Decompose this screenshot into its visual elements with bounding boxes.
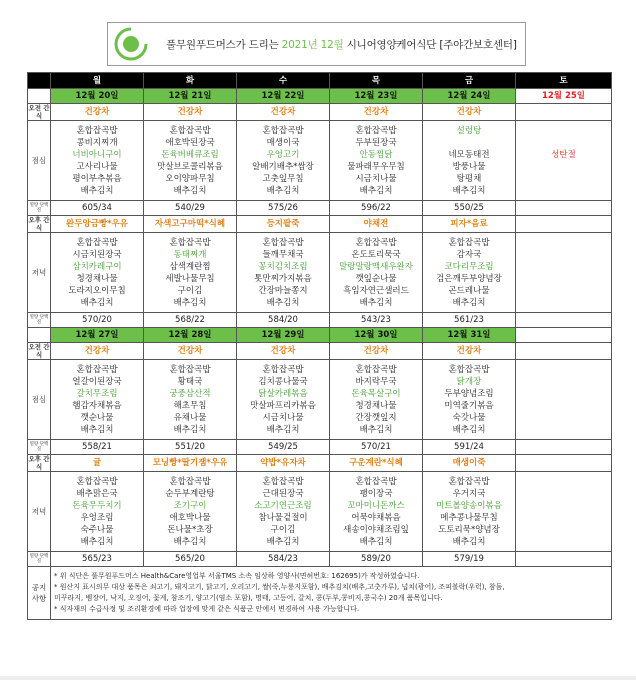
menu-item [516,161,611,173]
menu-item [516,424,611,436]
kcal-cell [516,313,612,328]
menu-item: 메추콩나물무침 [440,513,498,523]
menu-item: 방풍나물 [452,162,486,172]
notes-cell [51,567,612,620]
date-cell: 12월 21일 [144,89,237,104]
menu-item: 혼합잡곡밥 [262,477,304,487]
dinner-kcal-label: 열량 단백질 [28,552,51,567]
menu-item: 애호박된장국 [165,138,215,148]
menu-item: 닭살카레볶음 [258,389,308,399]
menu-item [516,400,611,412]
menu-item: 매생이국 [266,138,300,148]
am-snack-row [28,104,612,121]
menu-item: 안동찜닭 [359,150,393,160]
dinner-cell [237,233,330,313]
menu-item: 탕평채 [456,174,482,184]
menu-item [516,297,611,309]
menu-item: 우거지국 [452,489,486,499]
menu-item: 구이김 [177,286,203,296]
menu-item: 배추김치 [359,186,393,196]
menu-item: 혼합잡곡밥 [262,365,304,375]
date-cell [516,328,612,343]
kcal-cell: 565/23 [51,552,144,567]
day-header: 토 [516,73,612,89]
menu-item [516,524,611,536]
menu-item: 돈나물*초장 [167,525,213,535]
note-line: * 원산지 표시의무 대상 품목은 쇠고기, 돼지고기, 닭고기, 오리고기, 쌀(죽,누룽지포함), 배추김치(배추,고춧가루), 넙치(광어), 조피볼락(우럭), 참돔, [54,583,505,591]
kcal-cell: 551/20 [144,440,237,455]
kcal-cell: 596/22 [330,201,423,216]
day-header-row [28,73,612,89]
menu-item: 혼합잡곡밥 [355,365,397,375]
menu-item: 고사리나물 [76,162,118,172]
menu-item: 햄감자채볶음 [72,401,122,411]
menu-item [516,273,611,285]
menu-item: 유채나물 [173,413,207,423]
menu-item: 깻순나물 [80,413,114,423]
menu-item: 혼합잡곡밥 [355,477,397,487]
pm-snack-row [28,455,612,472]
pm-snack-cell [516,216,612,233]
menu-item: 시금치나물 [355,174,397,184]
menu-item [516,388,611,400]
pm-snack-cell: 완두앙금빵*우유 [51,216,144,233]
am-snack-cell: 건강차 [423,104,516,121]
title-box [107,22,526,66]
menu-item [516,261,611,273]
menu-item: 혼합잡곡밥 [169,126,211,136]
menu-item: 배추김치 [266,186,300,196]
menu-item: 배추김치 [452,537,486,547]
dinner-row [28,472,612,552]
menu-item: 우엉고기 [266,150,300,160]
date-cell: 12월 24일 [423,89,516,104]
menu-item: 배추김치 [266,298,300,308]
kcal-cell [516,552,612,567]
menu-item: 미트볼양송이볶음 [436,501,502,511]
menu-item: 배추김치 [452,425,486,435]
menu-item: 배추김치 [173,537,207,547]
menu-item: 배추김치 [359,298,393,308]
menu-item: 배추김치 [173,186,207,196]
day-header: 목 [330,73,423,89]
dinner-label: 저녁 [28,472,51,552]
menu-item: 황태국 [177,377,203,387]
menu-item: 닭개장 [456,377,482,387]
menu-item: 혼합잡곡밥 [76,477,118,487]
menu-item [516,249,611,261]
lunch-kcal-row [28,440,612,455]
kcal-cell [516,201,612,216]
kcal-cell: 561/23 [423,313,516,328]
menu-item: 시금치나물 [262,413,304,423]
menu-item: 소고기연근조림 [254,501,312,511]
lunch-kcal-label: 열량 단백질 [28,440,51,455]
dinner-cell [330,233,423,313]
menu-item: 팽이장국 [359,489,393,499]
lunch-row [28,360,612,440]
menu-item: 구이김 [270,525,296,535]
pm-snack-cell: 모닝빵*딸기잼*우유 [144,455,237,472]
menu-item [516,125,611,137]
menu-item: 고춧잎무침 [262,174,304,184]
menu-item: 물파래무우무침 [347,162,405,172]
menu-item: 숙주나물 [80,525,114,535]
pm-snack-cell: 매생이죽 [423,455,516,472]
am-snack-cell: 건강차 [330,343,423,360]
date-cell: 12월 23일 [330,89,423,104]
menu-item: 깻잎순나물 [355,274,397,284]
menu-item: 배추김치 [359,425,393,435]
kcal-cell [516,440,612,455]
menu-item: 배추맑은국 [76,489,118,499]
lunch-cell [144,360,237,440]
date-cell: 12월 29일 [237,328,330,343]
menu-item: 꽁치김치조림 [258,262,308,272]
menu-item: 배추김치 [173,425,207,435]
day-header: 수 [237,73,330,89]
kcal-cell: 550/25 [423,201,516,216]
day-header: 월 [51,73,144,89]
dinner-kcal-row [28,552,612,567]
am-snack-cell: 건강차 [51,104,144,121]
notes-label: 공지 사항 [28,567,51,620]
menu-item: 혼합잡곡밥 [448,365,490,375]
menu-item [516,173,611,185]
dinner-cell [51,472,144,552]
menu-item: 얼갈이된장국 [72,377,122,387]
menu-item: 배추김치 [266,537,300,547]
lunch-label: 점심 [28,360,51,440]
menu-item: 도토리묵*양념장 [438,525,500,535]
lunch-kcal-row [28,201,612,216]
page-title: 풀무원푸드머스가 드리는 2021년 12월 시니어영양케어식단 [주야간보호센터] [166,39,517,51]
menu-item [516,500,611,512]
lunch-cell [237,121,330,201]
pm-snack-cell: 야채전 [330,216,423,233]
menu-item: 맛살파프리카볶음 [250,401,316,411]
kcal-cell: 584/23 [237,552,330,567]
menu-item: 검은깨두부양념장 [436,274,502,284]
kcal-cell: 568/22 [144,313,237,328]
kcal-cell: 543/23 [330,313,423,328]
menu-item [516,237,611,249]
dinner-cell [330,472,423,552]
menu-item: 혼합잡곡밥 [355,238,397,248]
menu-item: 미역줄기볶음 [444,401,494,411]
kcal-cell: 605/34 [51,201,144,216]
lunch-row [28,121,612,201]
dinner-cell [144,233,237,313]
pm-snack-cell: 구운계란*식혜 [330,455,423,472]
dinner-kcal-row [28,313,612,328]
menu-item: 알배기배추*쌈장 [252,162,314,172]
menu-item: 감자국 [456,250,482,260]
menu-item [516,185,611,197]
am-snack-row [28,343,612,360]
menu-item: 김치콩나물국 [258,377,308,387]
menu-item: 혼합잡곡밥 [448,238,490,248]
menu-item: 혼합잡곡밥 [448,477,490,487]
menu-item: 세발나물무침 [165,274,215,284]
am-snack-cell: 건강차 [144,343,237,360]
dinner-cell [423,472,516,552]
menu-item: 흑임자연근샐러드 [343,286,409,296]
am-snack-cell: 건강차 [237,104,330,121]
kcal-cell: 570/21 [330,440,423,455]
menu-item [516,536,611,548]
lunch-cell [330,121,423,201]
menu-item: 배추김치 [80,425,114,435]
lunch-cell [144,121,237,201]
menu-item: 배추김치 [80,298,114,308]
kcal-cell: 584/20 [237,313,330,328]
date-label-cell [28,89,51,104]
menu-item [516,512,611,524]
menu-item: 우엉조림 [80,513,114,523]
menu-item: 너비아니구이 [72,150,122,160]
am-snack-label: 오전 간식 [28,343,50,359]
am-snack-cell: 건강차 [51,343,144,360]
note-line: * 식자재의 수급사정 및 조리환경에 따라 업장에 맞게 같은 식품군 안에서 변경하여 사용 가능합니다. [54,605,360,613]
menu-item: 혼합잡곡밥 [355,126,397,136]
dinner-cell [516,233,612,313]
menu-item: 배추김치 [173,298,207,308]
pm-snack-cell: 등지팥죽 [237,216,330,233]
pm-snack-label: 오후 간식 [28,216,50,232]
kcal-cell: 549/25 [237,440,330,455]
menu-item: 배추김치 [359,537,393,547]
lunch-cell [516,360,612,440]
lunch-cell [423,121,516,201]
menu-item: 돈육목살구이 [351,389,401,399]
menu-item [516,376,611,388]
dinner-label: 저녁 [28,233,51,313]
date-row [28,328,612,343]
menu-item: 돈육무두치기 [72,501,122,511]
pm-snack-cell: 피자*음료 [423,216,516,233]
menu-item: 돈육버베큐조림 [161,150,219,160]
pm-snack-label: 오후 간식 [28,455,50,471]
date-row [28,89,612,104]
brand-logo-icon [114,27,148,61]
menu-item: 네모동태전 [448,150,490,160]
lunch-cell [51,360,144,440]
lunch-kcal-label: 열량 단백질 [28,201,51,216]
kcal-cell: 540/29 [144,201,237,216]
dinner-cell [516,472,612,552]
menu-item: 혼합잡곡밥 [169,365,211,375]
menu-table [27,72,612,620]
menu-item: 도라지오이무침 [68,286,126,296]
date-label-cell [28,328,51,343]
menu-item: 어묵야채볶음 [351,513,401,523]
dinner-cell [144,472,237,552]
am-snack-cell [516,343,612,360]
menu-item [516,364,611,376]
dinner-cell [237,472,330,552]
menu-item: 순두부계란탕 [165,489,215,499]
am-snack-label: 오전 간식 [28,104,50,120]
menu-item: 혼합잡곡밥 [169,238,211,248]
bottom-divider [0,676,636,680]
lunch-cell [237,360,330,440]
menu-item: 바지락무국 [355,377,397,387]
pm-snack-cell [516,455,612,472]
am-snack-cell: 건강차 [144,104,237,121]
dinner-cell [51,233,144,313]
am-snack-cell: 건강차 [330,104,423,121]
date-cell: 12월 25일 [516,89,612,104]
menu-item: 근대된장국 [262,489,304,499]
menu-item [516,285,611,297]
menu-item: 배추김치 [80,186,114,196]
menu-item: 오이양파무침 [165,174,215,184]
menu-item: 톳만찌가지볶음 [254,274,312,284]
dinner-kcal-label: 열량 단백질 [28,313,51,328]
menu-item: 평이부추볶음 [72,174,122,184]
menu-item: 성탄절 [551,150,576,160]
menu-item: 혼합잡곡밥 [262,238,304,248]
menu-item [516,412,611,424]
menu-item: 간장깻잎지 [355,413,397,423]
menu-item: 혼합잡곡밥 [76,365,118,375]
pm-snack-cell: 자색고구마떡*식혜 [144,216,237,233]
lunch-cell [516,121,612,201]
menu-item: 삼색계란찜 [169,262,211,272]
menu-item: 청경채나물 [355,401,397,411]
menu-item: 혼합잡곡밥 [76,238,118,248]
date-cell: 12월 28일 [144,328,237,343]
dinner-row [28,233,612,313]
date-cell: 12월 30일 [330,328,423,343]
day-header: 화 [144,73,237,89]
menu-item: 간장마늘쫑지 [258,286,308,296]
kcal-cell: 570/20 [51,313,144,328]
kcal-cell: 558/21 [51,440,144,455]
menu-item: 혼합잡곡밥 [76,126,118,136]
pm-snack-row [28,216,612,233]
pm-snack-cell: 귤 [51,455,144,472]
menu-item: 동태찌개 [173,250,207,260]
menu-item: 말랑말랑맥새우완자 [339,262,413,272]
menu-item: 궁중삼산적 [169,389,211,399]
lunch-label: 점심 [28,121,51,201]
menu-item: 시금치된장국 [72,250,122,260]
am-snack-cell: 건강차 [423,343,516,360]
menu-item [516,137,611,149]
kcal-cell: 579/19 [423,552,516,567]
menu-item: 배추김치 [452,298,486,308]
menu-item: 콩비지찌개 [76,138,118,148]
menu-item: 참나물겉절이 [258,513,308,523]
note-line: 미꾸라지, 뱀장어, 낙지, 오징어, 꽃게, 참조기, 양고기(염소 포함), 명태, 고등어, 갈치, 콩(두부,콩비지,콩국수) 20개 품목입니다. [54,594,443,602]
notes-row [28,567,612,620]
lunch-cell [330,360,423,440]
menu-item: 배추김치 [80,537,114,547]
kcal-cell: 589/20 [330,552,423,567]
menu-item: 갈치무조림 [76,389,118,399]
menu-item: 혼합잡곡밥 [262,126,304,136]
menu-item: 온도토리묵국 [351,250,401,260]
menu-item: 꼬마미니돈까스 [347,501,405,511]
menu-item: 조기구이 [173,501,207,511]
pm-snack-cell: 약밥*유자차 [237,455,330,472]
date-cell: 12월 31일 [423,328,516,343]
menu-item: 새송이야채조림잎 [343,525,409,535]
kcal-cell: 575/26 [237,201,330,216]
am-snack-cell [516,104,612,121]
menu-item: 숙갓나물 [452,413,486,423]
menu-item: 곤드레나물 [448,286,490,296]
menu-item [516,476,611,488]
lunch-cell [51,121,144,201]
corner-cell [28,73,51,89]
menu-item: 두부된장국 [355,138,397,148]
menu-item: 설렁탕 [456,126,482,136]
lunch-cell [423,360,516,440]
date-cell: 12월 22일 [237,89,330,104]
menu-item: 청경채나물 [76,274,118,284]
menu-item [423,137,515,149]
date-cell: 12월 27일 [51,328,144,343]
note-line: * 위 식단은 풀무원푸드머스 Health&Care영업부 서울TMS 소속 임상하 영양사(면허번호: 162695)가 작성하였습니다. [54,572,420,580]
menu-item: 코다리무조림 [444,262,494,272]
menu-item: 배추김치 [452,186,486,196]
am-snack-cell: 건강차 [237,343,330,360]
day-header: 금 [423,73,516,89]
kcal-cell: 591/24 [423,440,516,455]
dinner-cell [423,233,516,313]
kcal-cell: 565/20 [144,552,237,567]
date-cell: 12월 20일 [51,89,144,104]
menu-item: 두부양념조림 [444,389,494,399]
menu-item: 혼합잡곡밥 [169,477,211,487]
menu-item: 삼치카레구이 [72,262,122,272]
menu-item: 해초무침 [173,401,207,411]
menu-item: 배추김치 [266,425,300,435]
menu-item: 맛살브로콜리볶음 [157,162,223,172]
menu-item: 들깨무채국 [262,250,304,260]
menu-item: 애호박나물 [169,513,211,523]
menu-item [516,488,611,500]
